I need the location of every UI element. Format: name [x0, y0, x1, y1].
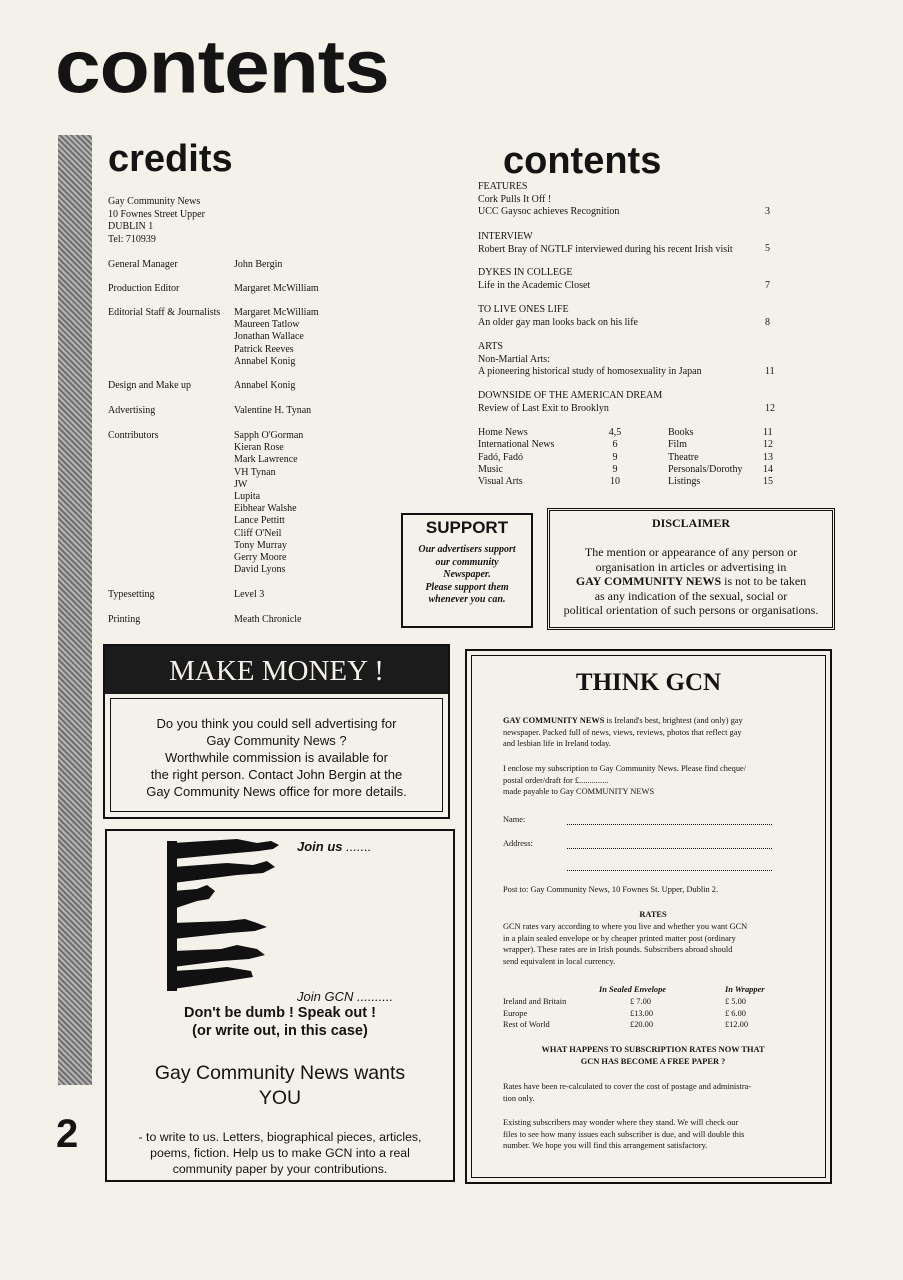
gcn-post-to: Post to: Gay Community News, 10 Fownes St. Upper, Dublin 2. [503, 885, 719, 894]
rates-line: wrapper). These rates are in Irish pounds. Subscribers abroad should [503, 945, 733, 954]
left-frame-bar [167, 841, 177, 991]
credit-name: Mark Lawrence [234, 454, 298, 466]
credit-role-label: General Manager [108, 259, 178, 270]
answer-line: tion only. [503, 1093, 535, 1103]
misc-page: 9 [612, 463, 618, 475]
think-gcn-title: THINK GCN [575, 669, 722, 696]
misc-page: 4,5 [608, 427, 622, 438]
disclaimer-line: The mention or appearance of any person or [584, 545, 798, 559]
col-sealed-header: In Sealed Envelope [599, 985, 666, 994]
misc-label: Visual Arts [478, 476, 523, 488]
misc-label: Fadó, Fadó [478, 451, 523, 463]
disclaimer-line [550, 574, 832, 589]
toc-line: UCC Gaysoc achieves Recognition [478, 206, 620, 217]
dotted-line: .......... [356, 989, 394, 1004]
make-money-text [111, 715, 442, 800]
make-money-line: Do you think you could sell advertising for [156, 716, 397, 731]
think-gcn-subscription-form [465, 649, 832, 1184]
misc-label: Music [478, 463, 503, 475]
misc-label: Books [668, 427, 694, 438]
toc-line: Non-Martial Arts: [478, 353, 550, 365]
toc-section [478, 267, 590, 292]
credit-name: Lance Pettitt [234, 515, 285, 527]
disclaimer-line: political orientation of such persons or organisations. [563, 603, 819, 618]
toc-section [478, 231, 733, 256]
disclaimer-title: DISCLAIMER [651, 516, 730, 530]
wants-you-text [107, 1061, 453, 1111]
col-wrapper-header: In Wrapper [725, 985, 765, 994]
credit-role-names [234, 380, 295, 392]
address-line: 10 Fownes Street Upper [108, 208, 205, 220]
support-line: Newspaper. [443, 569, 491, 580]
misc-page: 12 [763, 439, 773, 451]
write-to-us-line: - to write to us. Letters, biographical pieces, articles, [138, 1130, 422, 1144]
misc-label: Personals/Dorothy [668, 463, 743, 475]
wants-line: YOU [258, 1087, 302, 1109]
toc-line: An older gay man looks back on his life [478, 316, 638, 328]
credit-name: Cliff O'Neil [234, 527, 282, 539]
disclaimer-rest: is not to be taken [721, 574, 807, 589]
arm-shape [173, 967, 253, 989]
wants-line: Gay Community News wants [154, 1062, 406, 1084]
speak-out-line: (or write out, in this case) [192, 1023, 368, 1039]
gcn-enclose-line: postal order/draft for £.............. [503, 775, 609, 785]
answer-line: number. We hope you will find this arrangement satisfactory. [503, 1141, 708, 1150]
address-field-line-1[interactable] [567, 847, 772, 849]
make-money-line: Gay Community News office for more details. [146, 784, 407, 799]
join-us-label: Join us [297, 839, 343, 854]
credit-role-label: Production Editor [108, 283, 180, 294]
page-number: 2 [56, 1112, 79, 1156]
credit-name: Sapph O'Gorman [234, 430, 304, 441]
sealed-cell: £13.00 [630, 1008, 654, 1018]
rates-text [503, 921, 803, 967]
toc-page: 5 [765, 243, 770, 254]
credit-name: JW [234, 478, 248, 490]
misc-left-pages [600, 427, 630, 488]
write-to-us-text [107, 1129, 453, 1177]
disclaimer-line: organisation in articles or advertising in [595, 559, 787, 574]
answer-line: Existing subscribers may wonder where they stand. We will check our [503, 1118, 739, 1127]
misc-right-pages [763, 427, 773, 488]
arm-shape [173, 919, 267, 939]
toc-section [478, 181, 619, 219]
raised-arms-illustration [167, 839, 287, 991]
misc-label: Film [668, 439, 687, 451]
support-line: Our advertisers support [418, 544, 516, 555]
answer-line: files to see how many issues each subscriber is due, and will double this [503, 1129, 745, 1139]
join-us-ad [105, 829, 455, 1182]
credit-name: John Bergin [234, 259, 283, 270]
join-us-text [297, 839, 371, 854]
credit-name: Annabel Konig [234, 380, 296, 391]
gcn-enclose-line: I enclose my subscription to Gay Community News. Please find cheque/ [503, 764, 747, 773]
credit-name: Jonathan Wallace [234, 331, 304, 343]
wrapper-cell: £12.00 [725, 1020, 749, 1029]
credit-name: Eibhear Walshe [234, 503, 297, 515]
gcn-intro-line: is Ireland's best, brightest (and only) gay [604, 716, 743, 725]
disclaimer-bold: GAY COMMUNITY NEWS [575, 574, 722, 589]
region-cell: Ireland and Britain [503, 997, 567, 1006]
decorative-side-bar [58, 135, 92, 1085]
credit-name: Tony Murray [234, 539, 287, 551]
credit-role-names [234, 589, 264, 601]
support-box [401, 513, 533, 628]
toc-heading: TO LIVE ONES LIFE [478, 304, 569, 315]
make-money-line: Gay Community News ? [206, 733, 347, 748]
misc-label: International News [478, 439, 555, 451]
credit-role-label: Typesetting [108, 589, 155, 600]
page-title: contents [55, 25, 389, 110]
arm-shape [173, 945, 265, 967]
write-to-us-line: poems, fiction. Help us to make GCN into a real [150, 1146, 410, 1160]
name-field[interactable] [567, 823, 772, 825]
misc-page: 13 [763, 451, 773, 463]
toc-page: 3 [765, 206, 770, 217]
credit-role-names [234, 430, 303, 576]
credit-name: Meath Chronicle [234, 614, 302, 625]
toc-heading: DYKES IN COLLEGE [478, 267, 573, 278]
sealed-cell: £ 7.00 [630, 997, 651, 1006]
misc-page: 15 [763, 476, 773, 488]
address-line: DUBLIN 1 [108, 221, 154, 232]
misc-page: 9 [612, 451, 618, 463]
gcn-intro-line: and lesbian life in Ireland today. [503, 739, 611, 748]
address-line: Gay Community News [108, 196, 201, 207]
credits-title: credits [108, 138, 233, 180]
rates-line: in a plain sealed envelope or by cheaper printed matter post (ordinary [503, 933, 736, 943]
gcn-intro [503, 715, 803, 750]
region-cell: Rest of World [503, 1020, 550, 1029]
credits-address [108, 196, 205, 246]
credit-name: Maureen Tatlow [234, 319, 300, 331]
misc-label: Listings [668, 476, 701, 488]
speak-out-line: Don't be dumb ! Speak out ! [184, 1005, 376, 1021]
toc-line: Review of Last Exit to Brooklyn [478, 402, 609, 414]
dotted-line: ....... [346, 839, 372, 854]
free-paper-question [503, 1044, 803, 1067]
wrapper-cell: £ 5.00 [725, 997, 746, 1006]
arm-shape [173, 885, 215, 909]
credit-role-names [234, 259, 282, 271]
rates-region [503, 996, 566, 1031]
credit-role-names [234, 283, 319, 295]
rates-wrapper [725, 996, 748, 1031]
toc-heading: DOWNSIDE OF THE AMERICAN DREAM [478, 390, 663, 401]
gcn-enclose-line: made payable to Gay COMMUNITY NEWS [503, 787, 655, 796]
misc-page: 10 [610, 476, 620, 488]
credit-name: David Lyons [234, 564, 286, 576]
toc-line: Life in the Academic Closet [478, 279, 591, 291]
toc-page: 12 [765, 403, 775, 414]
credit-name: Lupita [234, 491, 261, 503]
credit-role-names [234, 307, 319, 368]
credit-role-label: Advertising [108, 405, 156, 416]
credit-role-label: Editorial Staff & Journalists [108, 307, 221, 318]
make-money-title: MAKE MONEY ! [105, 646, 448, 694]
make-money-inner-frame [110, 698, 443, 812]
speak-out-text [107, 1004, 453, 1040]
toc-line: A pioneering historical study of homosexuality in Japan [478, 366, 702, 377]
address-field-line-2[interactable] [567, 869, 772, 871]
disclaimer-line: as any indication of the sexual, social or [594, 588, 788, 603]
wrapper-cell: £ 6.00 [725, 1008, 746, 1018]
credit-name: Gerry Moore [234, 552, 287, 564]
credit-role-label: Printing [108, 614, 141, 625]
join-gcn-label: Join GCN [297, 989, 354, 1004]
credit-name: Patrick Reeves [234, 343, 294, 355]
support-title: SUPPORT [425, 518, 509, 537]
free-paper-answer-1 [503, 1081, 803, 1104]
toc-heading: ARTS [478, 341, 503, 352]
toc-heading: INTERVIEW [478, 231, 533, 242]
question-line: GCN HAS BECOME A FREE PAPER ? [580, 1056, 726, 1066]
credit-role-names [234, 405, 311, 417]
credit-role-names [234, 614, 301, 626]
free-paper-answer-2 [503, 1117, 803, 1152]
credit-name: VH Tynan [234, 466, 276, 478]
rates-line: send equivalent in local currency. [503, 956, 616, 966]
region-cell: Europe [503, 1008, 528, 1018]
toc-line: Cork Pulls It Off ! [478, 193, 552, 205]
toc-page: 7 [765, 280, 770, 291]
credit-name: Kieran Rose [234, 442, 284, 454]
misc-label: Home News [478, 427, 528, 438]
address-field-label: Address: [503, 839, 533, 848]
question-line: WHAT HAPPENS TO SUBSCRIPTION RATES NOW THAT [541, 1045, 765, 1054]
sealed-cell: £20.00 [630, 1020, 654, 1029]
write-to-us-line: community paper by your contributions. [172, 1162, 388, 1176]
gcn-enclose [503, 763, 803, 798]
credit-name: Annabel Konig [234, 355, 296, 367]
rates-sealed [630, 996, 653, 1031]
toc-heading: FEATURES [478, 181, 528, 192]
credit-name: Level 3 [234, 589, 265, 600]
gcn-intro-bold: GAY COMMUNITY NEWS [503, 716, 605, 725]
support-line: whenever you can. [428, 594, 506, 605]
arm-shape [173, 861, 275, 883]
answer-line: Rates have been re-calculated to cover the cost of postage and administra- [503, 1082, 752, 1091]
credit-name: Margaret McWilliam [234, 283, 319, 294]
misc-page: 14 [763, 463, 773, 475]
misc-page: 11 [763, 427, 773, 438]
arm-shape [173, 839, 279, 859]
name-field-label: Name: [503, 815, 526, 824]
toc-line: Robert Bray of NGTLF interviewed during his recent Irish visit [478, 243, 733, 255]
gcn-intro-line: newspaper. Packed full of news, views, reviews, photos that reflect gay [503, 727, 742, 737]
make-money-line: the right person. Contact John Bergin at the [150, 767, 403, 782]
toc-page: 8 [765, 317, 770, 328]
join-gcn-text [297, 989, 393, 1004]
rates-line: GCN rates vary according to where you live and whether you want GCN [503, 922, 748, 931]
make-money-ad [103, 644, 450, 819]
toc-section [478, 390, 662, 415]
credit-name: Margaret McWilliam [234, 307, 319, 318]
credit-role-label: Design and Make up [108, 380, 192, 391]
toc-page: 11 [765, 366, 775, 377]
contents-title: contents [503, 140, 662, 182]
misc-right-labels [668, 427, 742, 488]
toc-section [478, 304, 638, 329]
misc-label: Theatre [668, 451, 699, 463]
credit-name: Valentine H. Tynan [234, 405, 312, 416]
support-line: our community [435, 556, 499, 568]
misc-left-labels [478, 427, 554, 488]
address-line: Tel: 710939 [108, 233, 156, 245]
make-money-line: Worthwhile commission is available for [164, 750, 388, 765]
support-line: Please support them [425, 581, 509, 593]
misc-page: 6 [612, 439, 618, 451]
toc-section [478, 341, 702, 379]
disclaimer-box [547, 508, 835, 630]
credit-role-label: Contributors [108, 430, 159, 441]
rates-title: RATES [639, 910, 667, 919]
